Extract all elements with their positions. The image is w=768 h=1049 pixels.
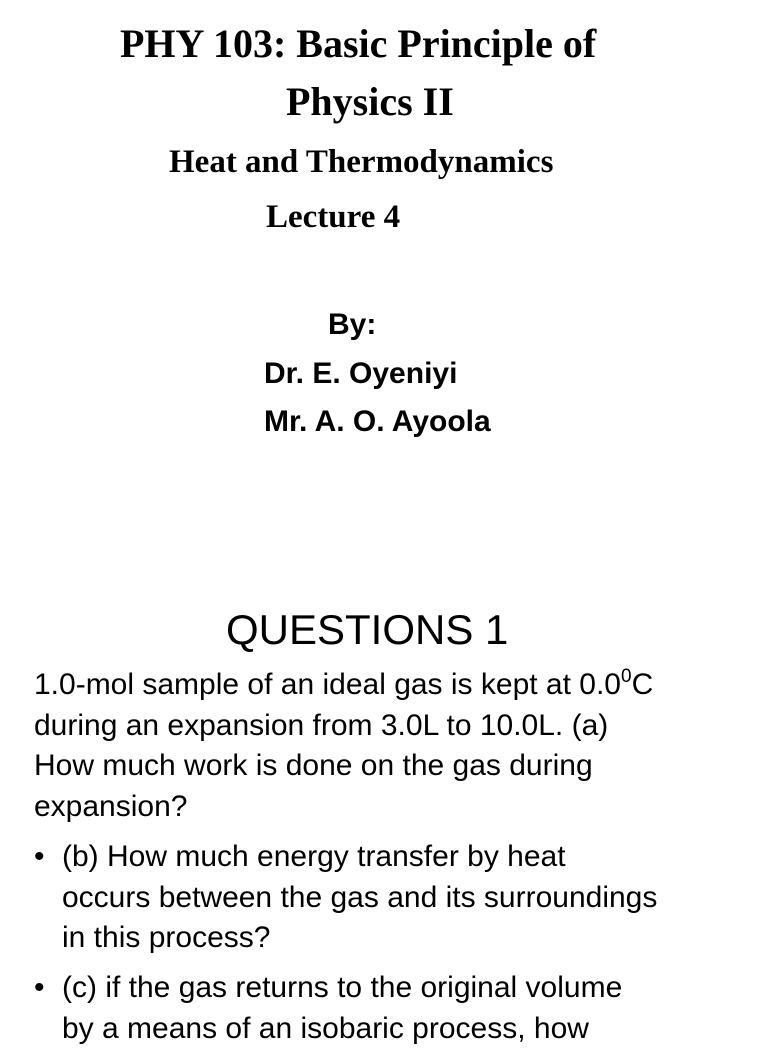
bullet-line: occurs between the gas and its surroundings [62,878,762,919]
by-label: By: [328,307,376,343]
question-intro-line: How much work is done on the gas during [34,746,754,787]
bullet-icon: • [34,837,62,878]
course-title-line-1: PHY 103: Basic Principle of [120,20,596,68]
bullet-text [62,968,762,1049]
course-title-line-2: Physics II [286,78,454,126]
questions-heading: QUESTIONS 1 [226,605,508,655]
question-intro-line: expansion? [34,787,754,828]
author-name: Mr. A. O. Ayoola [264,404,491,440]
bullet-icon: • [34,968,62,1009]
question-intro-unit: C [632,668,654,701]
question-intro [34,665,754,827]
course-subtitle: Heat and Thermodynamics [169,142,553,182]
bullet-line: (c) if the gas returns to the original volume [62,968,762,1009]
bullet-line: in this process? [62,918,762,959]
question-intro-line: during an expansion from 3.0L to 10.0L. (a) [34,706,754,747]
bullet-text [62,837,762,959]
author-name: Dr. E. Oyeniyi [264,356,457,392]
lecture-number: Lecture 4 [266,197,400,237]
bullet-line: (b) How much energy transfer by heat [62,837,762,878]
bullet-line: by a means of an isobaric process, how [62,1009,762,1049]
question-intro-line [34,665,754,706]
question-intro-text: 1.0-mol sample of an ideal gas is kept at 0.0 [34,668,621,701]
degree-superscript: 0 [621,666,632,687]
